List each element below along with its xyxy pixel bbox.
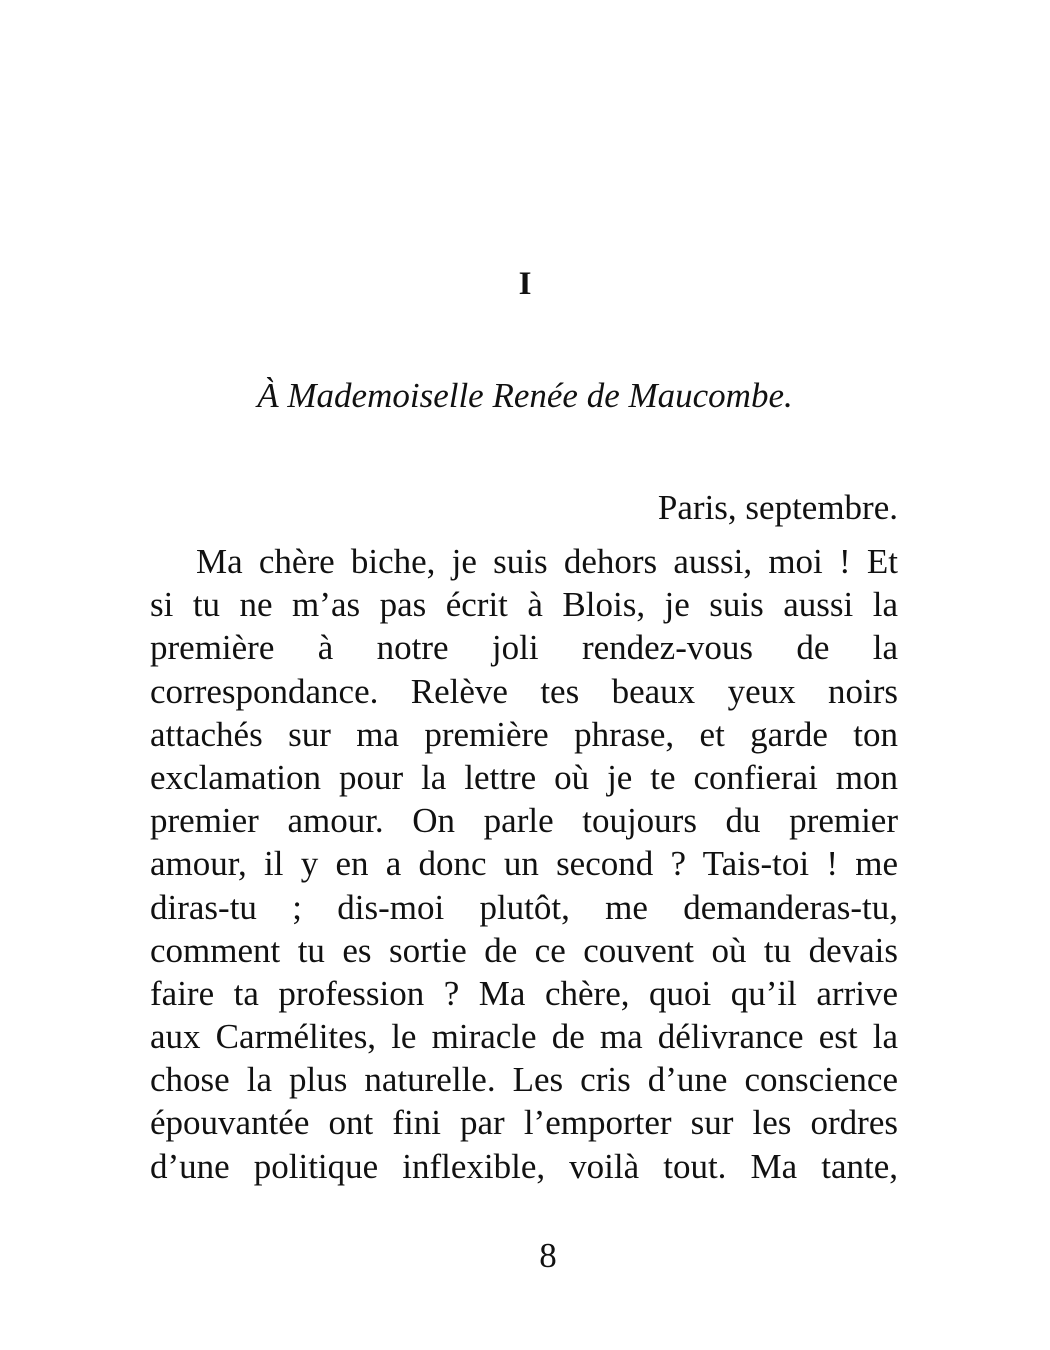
text-line: aux Carmélites, le miracle de ma délivrance est la (150, 1017, 898, 1057)
text-line: premier amour. On parle toujours du premier (150, 801, 898, 841)
page-number: 8 (539, 1236, 557, 1275)
letter-body (150, 540, 898, 1188)
letter-addressee: À Mademoiselle Renée de Maucombe. (257, 376, 793, 415)
text-line: exclamation pour la lettre où je te confierai mon (150, 757, 898, 797)
letter-place-date: Paris, septembre. (657, 488, 898, 527)
text-line: première à notre joli rendez-vous de la (150, 628, 898, 668)
text-line: si tu ne m’as pas écrit à Blois, je suis aussi la (150, 585, 898, 625)
text-line: amour, il y en a donc un second ? Tais-toi ! me (150, 844, 898, 884)
text-line: attachés sur ma première phrase, et garde ton (150, 714, 898, 754)
text-line: chose la plus naturelle. Les cris d’une conscience (150, 1060, 898, 1100)
text-line: d’une politique inflexible, voilà tout. Ma tante, (150, 1146, 898, 1186)
chapter-number: I (518, 266, 532, 302)
text-line: Ma chère biche, je suis dehors aussi, moi ! Et (196, 542, 898, 581)
text-line: faire ta profession ? Ma chère, quoi qu’il arrive (150, 973, 898, 1013)
text-line: diras-tu ; dis-moi plutôt, me demanderas-tu, (150, 887, 898, 927)
text-line: épouvantée ont fini par l’emporter sur les ordres (150, 1103, 898, 1143)
text-line: comment tu es sortie de ce couvent où tu devais (150, 930, 898, 970)
text-line: correspondance. Relève tes beaux yeux noirs (150, 671, 898, 711)
